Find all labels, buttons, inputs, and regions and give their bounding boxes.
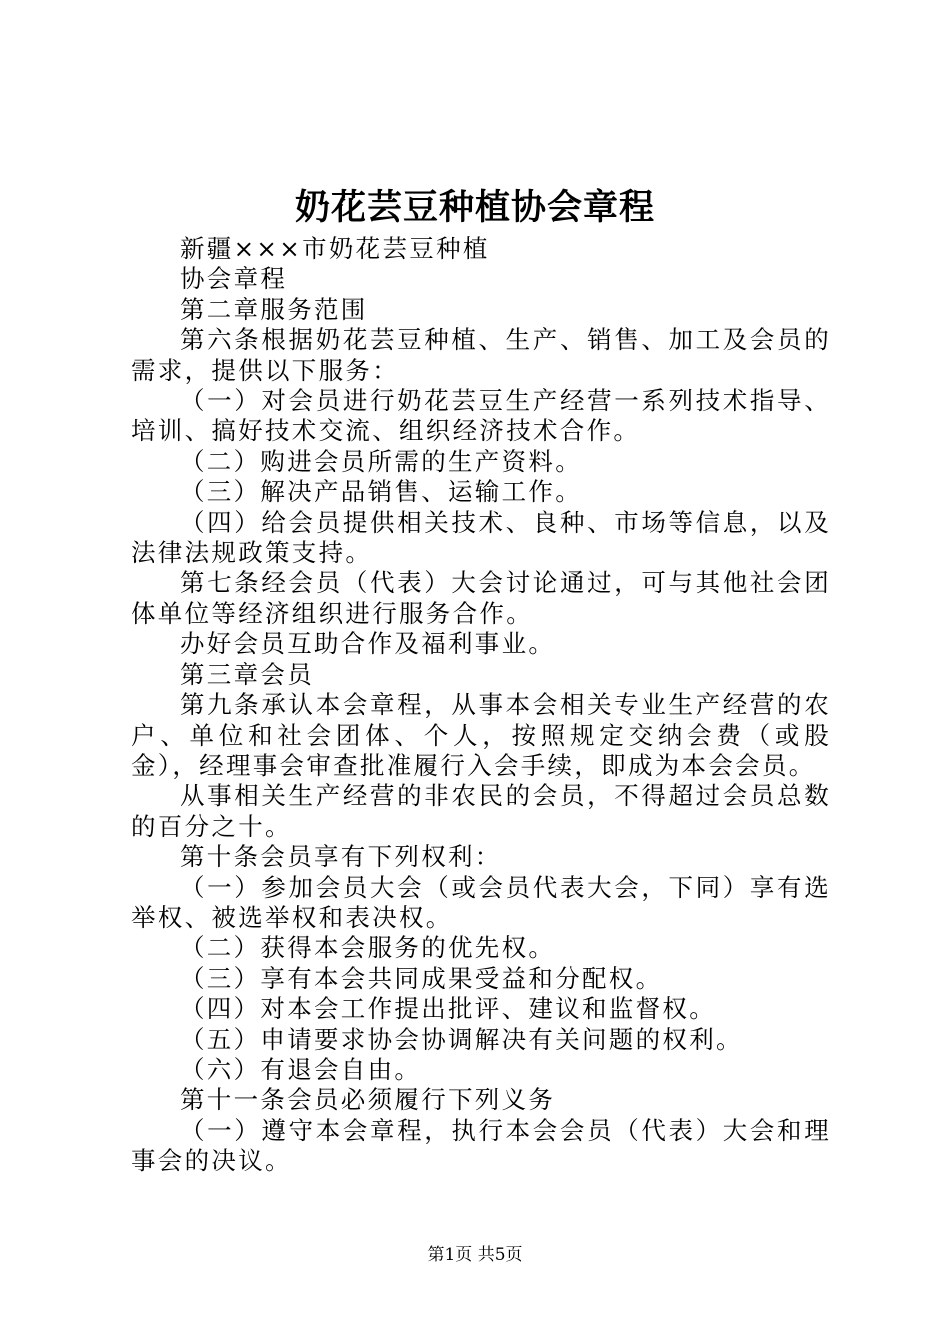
article-paragraph: 第七条经会员（代表）大会讨论通过，可与其他社会团体单位等经济组织进行服务合作。: [131, 568, 831, 628]
list-item: （二）获得本会服务的优先权。: [180, 933, 556, 963]
list-item: （一）参加会员大会（或会员代表大会，下同）享有选举权、被选举权和表决权。: [131, 872, 831, 932]
list-item: （三）解决产品销售、运输工作。: [180, 477, 582, 507]
list-item: （三）享有本会共同成果受益和分配权。: [180, 963, 663, 993]
chapter-heading: 第三章会员: [180, 659, 314, 689]
list-item: （四）对本会工作提出批评、建议和监督权。: [180, 994, 716, 1024]
paragraph: 从事相关生产经营的非农民的会员，不得超过会员总数的百分之十。: [131, 781, 831, 841]
article-paragraph: 第九条承认本会章程，从事本会相关专业生产经营的农户、单位和社会团体、个人，按照规定交纳会费（或股金），经理事会审查批准履行入会手续，即成为本会会员。: [131, 690, 831, 780]
paragraph: 新疆×××市奶花芸豆种植: [180, 234, 490, 263]
paragraph: 协会章程: [180, 264, 288, 294]
document-title: 奶花芸豆种植协会章程: [294, 187, 655, 228]
list-item: （二）购进会员所需的生产资料。: [180, 446, 582, 476]
article-paragraph: 第十条会员享有下列权利：: [180, 842, 502, 872]
list-item: （一）遵守本会章程，执行本会会员（代表）大会和理事会的决议。: [131, 1115, 831, 1176]
list-item: （一）对会员进行奶花芸豆生产经营一系列技术指导、培训、搞好技术交流、组织经济技术合作。: [131, 386, 831, 446]
article-paragraph: 第十一条会员必须履行下列义务: [180, 1085, 556, 1115]
paragraph: 办好会员互助合作及福利事业。: [180, 629, 556, 659]
article-paragraph: 第六条根据奶花芸豆种植、生产、销售、加工及会员的需求，提供以下服务：: [131, 325, 831, 385]
page-footer: 第1页 共5页: [427, 1245, 523, 1265]
chapter-heading: 第二章服务范围: [180, 294, 368, 324]
list-item: （五）申请要求协会协调解决有关问题的权利。: [180, 1024, 743, 1054]
document-body: [131, 234, 831, 1177]
list-item: （六）有退会自由。: [180, 1054, 422, 1084]
list-item: （四）给会员提供相关技术、良种、市场等信息，以及法律法规政策支持。: [131, 507, 831, 568]
